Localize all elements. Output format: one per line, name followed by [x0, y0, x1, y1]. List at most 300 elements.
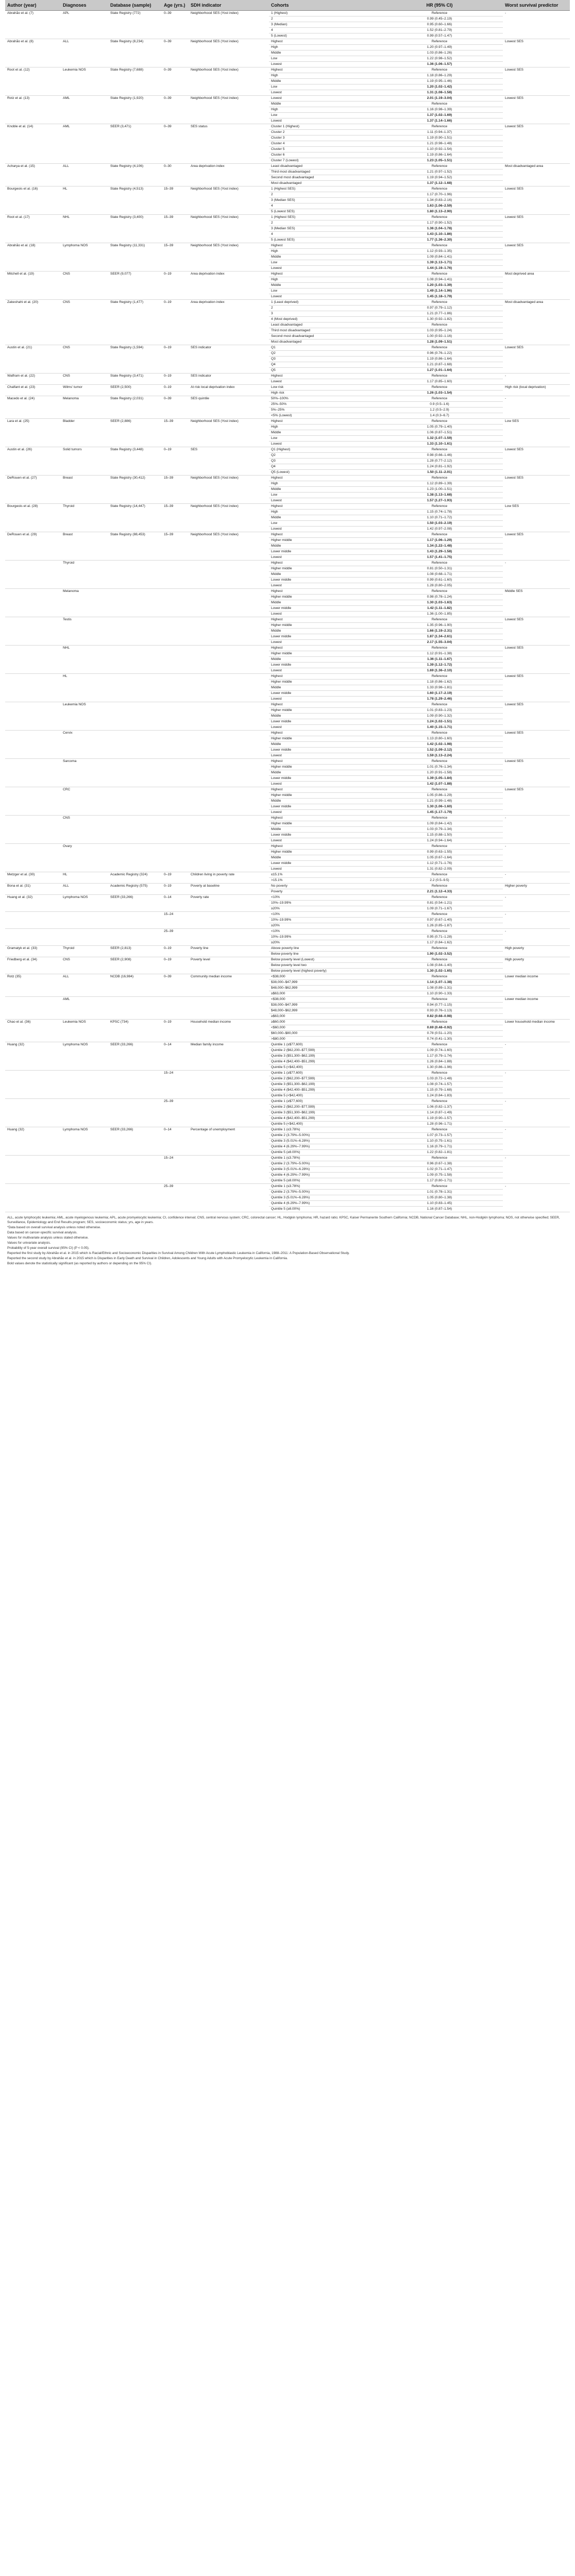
diagnoses-cell	[61, 1156, 108, 1161]
database-cell	[108, 192, 162, 198]
age-cell: 25–39	[164, 1099, 174, 1103]
cohort-cell: $48,000–$62,999	[269, 986, 376, 991]
worst-predictor-cell	[503, 334, 570, 340]
worst-predictor-cell	[503, 1088, 570, 1093]
hazard-ratio-cell: 1.23 (1.00–1.51)	[376, 487, 503, 493]
age-cell: 0–39	[164, 397, 172, 400]
age-cell	[162, 464, 189, 470]
age-cell	[162, 572, 189, 578]
sdh-indicator-cell	[189, 1076, 269, 1082]
age-cell	[162, 935, 189, 940]
cohort-cell: 5 (Lowest)	[269, 33, 376, 39]
author-cell	[5, 442, 61, 447]
diagnoses-cell: ALL	[63, 40, 69, 43]
age-cell	[162, 765, 189, 770]
hazard-ratio-cell: 1.42 (1.11–1.82)	[376, 606, 503, 612]
sdh-indicator-cell	[189, 73, 269, 79]
table-row	[5, 357, 570, 362]
age-cell	[162, 1190, 189, 1195]
cohort-cell: Third most disadvantaged	[269, 170, 376, 175]
table-row	[5, 714, 570, 719]
cohort-cell: 5 (Lowest SES)	[269, 238, 376, 243]
age-cell: 15–39	[164, 244, 174, 247]
database-cell	[108, 391, 162, 396]
diagnoses-cell	[61, 878, 108, 884]
cohort-cell: 3 (Median)	[269, 22, 376, 28]
table-row	[5, 867, 570, 872]
author-cell	[5, 572, 61, 578]
age-cell	[162, 238, 189, 243]
table-row	[5, 1076, 570, 1082]
diagnoses-cell	[61, 606, 108, 612]
hazard-ratio-cell: Reference	[376, 187, 503, 192]
hazard-ratio-cell: 1.57 (1.41–1.75)	[376, 555, 503, 561]
worst-predictor-cell	[503, 351, 570, 357]
worst-predictor-cell	[503, 1014, 570, 1020]
sdh-indicator-cell	[189, 1184, 269, 1190]
hazard-ratio-cell: Reference	[376, 323, 503, 328]
author-cell	[5, 1133, 61, 1139]
sdh-indicator-cell	[189, 629, 269, 634]
table-row	[5, 277, 570, 283]
sdh-indicator-cell	[189, 799, 269, 804]
database-cell: State Registry (1,920)	[110, 96, 144, 100]
table-row	[5, 419, 570, 425]
sdh-indicator-cell	[189, 498, 269, 504]
hazard-ratio-cell: 1.23 (1.05–1.51)	[376, 158, 503, 164]
author-cell	[5, 413, 61, 419]
hazard-ratio-cell: 1.19 (0.95–1.46)	[376, 79, 503, 84]
author-cell: Friedberg et al. (34)	[7, 958, 37, 961]
database-cell	[108, 311, 162, 317]
diagnoses-cell	[61, 1088, 108, 1093]
diagnoses-cell: Sarcoma	[63, 759, 77, 763]
diagnoses-cell	[61, 362, 108, 368]
cohort-cell: Highest	[269, 272, 376, 277]
database-cell	[108, 62, 162, 67]
cohort-cell: 4	[269, 232, 376, 238]
hazard-ratio-cell: 1.49 (1.14–1.96)	[376, 289, 503, 294]
sdh-indicator-cell	[189, 425, 269, 430]
database-cell	[108, 680, 162, 685]
hazard-ratio-cell: 1.77 (1.36–2.30)	[376, 238, 503, 243]
author-cell	[5, 328, 61, 334]
diagnoses-cell	[61, 544, 108, 549]
table-row	[5, 544, 570, 549]
sdh-indicator-cell	[189, 736, 269, 742]
author-cell	[5, 833, 61, 838]
author-cell	[5, 561, 61, 566]
age-cell	[162, 141, 189, 147]
author-cell	[5, 685, 61, 691]
worst-predictor-cell	[503, 538, 570, 544]
cohort-cell: Higher middle	[269, 708, 376, 714]
hazard-ratio-cell: 1.06 (0.87–1.51)	[376, 430, 503, 436]
diagnoses-cell	[61, 1025, 108, 1031]
sdh-indicator-cell	[189, 334, 269, 340]
cohort-cell: 4	[269, 28, 376, 33]
age-cell	[162, 515, 189, 521]
cohort-cell: 1 (Least deprived)	[269, 300, 376, 306]
database-cell	[108, 56, 162, 62]
sdh-indicator-cell	[189, 623, 269, 629]
diagnoses-cell	[61, 549, 108, 555]
author-cell	[5, 799, 61, 804]
diagnoses-cell	[61, 889, 108, 895]
worst-predictor-cell	[503, 748, 570, 753]
sdh-indicator-cell	[189, 221, 269, 226]
sdh-indicator-cell	[189, 1190, 269, 1195]
diagnoses-cell	[61, 1003, 108, 1008]
cohort-cell: ≤15.1%	[269, 872, 376, 878]
age-cell	[162, 793, 189, 799]
cohort-cell: Cluster 1 (Highest)	[269, 124, 376, 130]
author-cell	[5, 731, 61, 736]
diagnoses-cell	[61, 850, 108, 855]
sdh-indicator-cell	[189, 402, 269, 408]
cohort-cell: $60,000–$80,000	[269, 1031, 376, 1037]
sdh-indicator-cell	[189, 45, 269, 50]
cohort-cell: Low	[269, 56, 376, 62]
database-cell	[108, 867, 162, 872]
hazard-ratio-cell: 1.01 (0.78–1.31)	[376, 1190, 503, 1195]
sdh-indicator-cell	[189, 691, 269, 697]
hazard-ratio-cell: 1.44 (1.19–1.76)	[376, 266, 503, 272]
hazard-ratio-cell: Reference	[376, 702, 503, 708]
diagnoses-cell	[61, 572, 108, 578]
age-cell	[162, 255, 189, 260]
table-row	[5, 238, 570, 243]
age-cell	[162, 1014, 189, 1020]
age-cell: 0–39	[164, 975, 172, 978]
cohort-cell: High	[269, 510, 376, 515]
table-row	[5, 481, 570, 487]
diagnoses-cell: Cervix	[63, 731, 73, 735]
database-cell	[108, 306, 162, 311]
sdh-indicator-cell	[189, 810, 269, 816]
diagnoses-cell	[61, 640, 108, 646]
sdh-indicator-cell	[189, 759, 269, 765]
worst-predictor-cell: Middle SES	[505, 589, 523, 593]
worst-predictor-cell	[503, 101, 570, 107]
hazard-ratio-cell: Reference	[376, 816, 503, 821]
table-row	[5, 170, 570, 175]
age-cell	[162, 651, 189, 657]
worst-predictor-cell	[503, 413, 570, 419]
database-cell	[108, 997, 162, 1003]
database-cell	[108, 912, 162, 918]
diagnoses-cell	[61, 1093, 108, 1099]
worst-predictor-cell	[503, 991, 570, 997]
table-row	[5, 1207, 570, 1212]
database-cell	[108, 940, 162, 946]
database-cell	[108, 861, 162, 867]
database-cell	[108, 923, 162, 929]
sdh-indicator-cell	[189, 646, 269, 651]
diagnoses-cell	[61, 328, 108, 334]
cohort-cell: 2	[269, 192, 376, 198]
sdh-indicator-cell: At risk local deprivation index	[191, 385, 235, 389]
diagnoses-cell	[61, 827, 108, 833]
database-cell	[108, 357, 162, 362]
sdh-indicator-cell	[189, 62, 269, 67]
table-row	[5, 855, 570, 861]
author-cell	[5, 765, 61, 770]
sdh-indicator-cell	[189, 1173, 269, 1178]
database-cell	[108, 141, 162, 147]
worst-predictor-cell	[503, 986, 570, 991]
age-cell	[162, 1122, 189, 1127]
sdh-indicator-cell	[189, 1122, 269, 1127]
diagnoses-cell	[61, 742, 108, 748]
age-cell	[162, 963, 189, 969]
cohort-cell: Middle	[269, 685, 376, 691]
table-row	[5, 90, 570, 96]
hazard-ratio-cell: Reference	[376, 974, 503, 980]
table-row	[5, 1093, 570, 1099]
age-cell	[162, 634, 189, 640]
sdh-indicator-cell	[189, 1088, 269, 1093]
database-cell	[108, 277, 162, 283]
sdh-indicator-cell: Poverty level	[191, 958, 210, 961]
hazard-ratio-cell: Reference	[376, 759, 503, 765]
sdh-indicator-cell	[189, 198, 269, 204]
table-row	[5, 651, 570, 657]
author-cell	[5, 986, 61, 991]
worst-predictor-cell: Lowest SES	[505, 476, 523, 480]
cohort-cell: Least disadvantaged	[269, 164, 376, 170]
footnote: Bold values denote the statistically significant (as reported by authors or depending on the 95% CI).	[7, 1262, 152, 1265]
database-cell	[108, 844, 162, 850]
author-cell	[5, 1054, 61, 1059]
database-cell: State Registry (1,477)	[110, 300, 144, 304]
table-row	[5, 555, 570, 561]
worst-predictor-cell	[503, 691, 570, 697]
sdh-indicator-cell	[189, 1178, 269, 1184]
author-cell	[5, 1150, 61, 1156]
author-cell	[5, 1082, 61, 1088]
age-cell	[162, 612, 189, 617]
author-cell	[5, 782, 61, 787]
worst-predictor-cell	[503, 1195, 570, 1201]
hazard-ratio-cell: 1.32 (1.07–1.59)	[376, 436, 503, 442]
diagnoses-cell	[61, 226, 108, 232]
hazard-ratio-cell: Reference	[376, 946, 503, 952]
author-cell	[5, 861, 61, 867]
sdh-indicator-cell	[189, 1167, 269, 1173]
author-cell	[5, 759, 61, 765]
table-row	[5, 215, 570, 221]
table-row	[5, 532, 570, 538]
sdh-indicator-cell	[189, 323, 269, 328]
table-row	[5, 56, 570, 62]
database-cell	[108, 294, 162, 300]
cohort-cell: Higher middle	[269, 595, 376, 600]
author-cell	[5, 311, 61, 317]
age-cell	[162, 889, 189, 895]
cohort-cell: Above poverty line	[269, 946, 376, 952]
cohort-cell: Highest	[269, 419, 376, 425]
diagnoses-cell: ALL	[63, 164, 69, 168]
database-cell: Academic Registry (575)	[110, 884, 148, 888]
author-cell: DeRouen et al. (27)	[7, 476, 37, 480]
table-row	[5, 1178, 570, 1184]
age-cell	[162, 402, 189, 408]
author-cell	[5, 544, 61, 549]
hazard-ratio-cell: 1.42 (1.02–1.98)	[376, 742, 503, 748]
header-cohorts: Cohorts	[269, 0, 376, 11]
age-cell	[162, 544, 189, 549]
hazard-ratio-cell: 1.22 (0.98–1.52)	[376, 56, 503, 62]
table-row	[5, 691, 570, 697]
table-row	[5, 1082, 570, 1088]
database-cell	[108, 101, 162, 107]
footnote: Values for multivariate analysis unless stated otherwise.	[7, 1236, 89, 1240]
database-cell	[108, 379, 162, 385]
database-cell	[108, 674, 162, 680]
database-cell	[108, 906, 162, 912]
cohort-cell: Lowest	[269, 640, 376, 646]
author-cell	[5, 436, 61, 442]
table-row	[5, 827, 570, 833]
age-cell	[162, 442, 189, 447]
cohort-cell: ≥$63,000	[269, 991, 376, 997]
diagnoses-cell	[61, 402, 108, 408]
hazard-ratio-cell: 1.38 (1.13–1.68)	[376, 493, 503, 498]
author-cell	[5, 453, 61, 459]
sdh-indicator-cell	[189, 566, 269, 572]
table-row	[5, 736, 570, 742]
cohort-cell: Lower middle	[269, 606, 376, 612]
worst-predictor-cell	[503, 918, 570, 923]
cohort-cell: 3 (Median SES)	[269, 198, 376, 204]
author-cell	[5, 73, 61, 79]
worst-predictor-cell: High poverty	[505, 958, 525, 961]
table-row	[5, 181, 570, 187]
cohort-cell: High risk	[269, 391, 376, 396]
worst-predictor-cell	[503, 1201, 570, 1207]
worst-predictor-cell: Lowest SES	[505, 646, 523, 650]
database-cell	[108, 793, 162, 799]
worst-predictor-cell	[503, 1133, 570, 1139]
author-cell: Root et al. (12)	[7, 68, 30, 72]
sdh-indicator-cell	[189, 192, 269, 198]
hazard-ratio-cell: 1.19 (0.94–1.52)	[376, 175, 503, 181]
cohort-cell: High	[269, 277, 376, 283]
author-cell	[5, 1110, 61, 1116]
cohort-cell: Middle	[269, 430, 376, 436]
worst-predictor-cell	[503, 521, 570, 527]
database-cell	[108, 827, 162, 833]
cohort-cell: <10%	[269, 929, 376, 935]
worst-predictor-cell	[503, 464, 570, 470]
diagnoses-cell	[61, 629, 108, 634]
sdh-indicator-cell	[189, 963, 269, 969]
cohort-cell: Quintile 4 (6.29%–7.99%)	[269, 1201, 376, 1207]
table-row	[5, 708, 570, 714]
age-cell	[162, 753, 189, 759]
worst-predictor-cell	[503, 1059, 570, 1065]
hazard-ratio-cell: 1.11 (0.94–1.37)	[376, 130, 503, 135]
table-row	[5, 1201, 570, 1207]
worst-predictor-cell	[503, 1190, 570, 1195]
diagnoses-cell	[61, 663, 108, 668]
sdh-indicator-cell	[189, 84, 269, 90]
database-cell: SEER (2,886)	[110, 419, 131, 423]
database-cell	[108, 640, 162, 646]
database-cell	[108, 1076, 162, 1082]
author-cell	[5, 929, 61, 935]
cohort-cell: ≥20%	[269, 923, 376, 929]
cohort-cell: Lower middle	[269, 549, 376, 555]
worst-predictor-cell	[503, 175, 570, 181]
cohort-cell: Least disadvantaged	[269, 323, 376, 328]
author-cell: Austin et al. (26)	[7, 448, 32, 451]
age-cell	[162, 459, 189, 464]
worst-predictor-cell	[503, 90, 570, 96]
hazard-ratio-cell: 1.24 (0.81–1.92)	[376, 464, 503, 470]
age-cell	[162, 702, 189, 708]
database-cell	[108, 84, 162, 90]
table-row	[5, 538, 570, 544]
age-cell	[162, 736, 189, 742]
worst-predictor-cell	[503, 232, 570, 238]
sdh-indicator-cell	[189, 175, 269, 181]
sdh-indicator-cell	[189, 1161, 269, 1167]
age-cell: 0–39	[164, 96, 172, 100]
age-cell	[162, 674, 189, 680]
table-row	[5, 1099, 570, 1105]
table-header-row	[5, 0, 570, 11]
age-cell	[162, 923, 189, 929]
author-cell	[5, 827, 61, 833]
age-cell	[162, 821, 189, 827]
author-cell: Bourgeois et al. (28)	[7, 504, 38, 508]
sdh-indicator-cell	[189, 1037, 269, 1042]
age-cell	[162, 340, 189, 345]
cohort-cell: Q2	[269, 453, 376, 459]
table-row	[5, 379, 570, 385]
database-cell	[108, 1014, 162, 1020]
database-cell	[108, 334, 162, 340]
hazard-ratio-cell: Reference	[376, 243, 503, 249]
table-row	[5, 759, 570, 765]
sdh-indicator-cell	[189, 952, 269, 957]
sdh-indicator-cell	[189, 1156, 269, 1161]
database-cell	[108, 204, 162, 209]
hazard-ratio-cell: Reference	[376, 39, 503, 45]
worst-predictor-cell	[503, 181, 570, 187]
hazard-ratio-cell: 1.17 (1.06–1.29)	[376, 538, 503, 544]
age-cell	[162, 1178, 189, 1184]
cohort-cell: Middle	[269, 572, 376, 578]
hazard-ratio-cell: 1.28 (0.80–2.05)	[376, 583, 503, 589]
author-cell	[5, 1031, 61, 1037]
author-cell	[5, 555, 61, 561]
diagnoses-cell	[61, 152, 108, 158]
diagnoses-cell	[61, 1184, 108, 1190]
sdh-indicator-cell	[189, 50, 269, 56]
table-row	[5, 226, 570, 232]
author-cell	[5, 906, 61, 912]
cohort-cell: Lower middle	[269, 833, 376, 838]
author-cell	[5, 617, 61, 623]
hazard-ratio-cell: 1.05 (0.67–1.64)	[376, 855, 503, 861]
hazard-ratio-cell: 1.10 (0.83–1.45)	[376, 1201, 503, 1207]
sdh-indicator-cell	[189, 544, 269, 549]
worst-predictor-cell	[503, 379, 570, 385]
cohort-cell: Quintile 1 (≤3.78%)	[269, 1184, 376, 1190]
